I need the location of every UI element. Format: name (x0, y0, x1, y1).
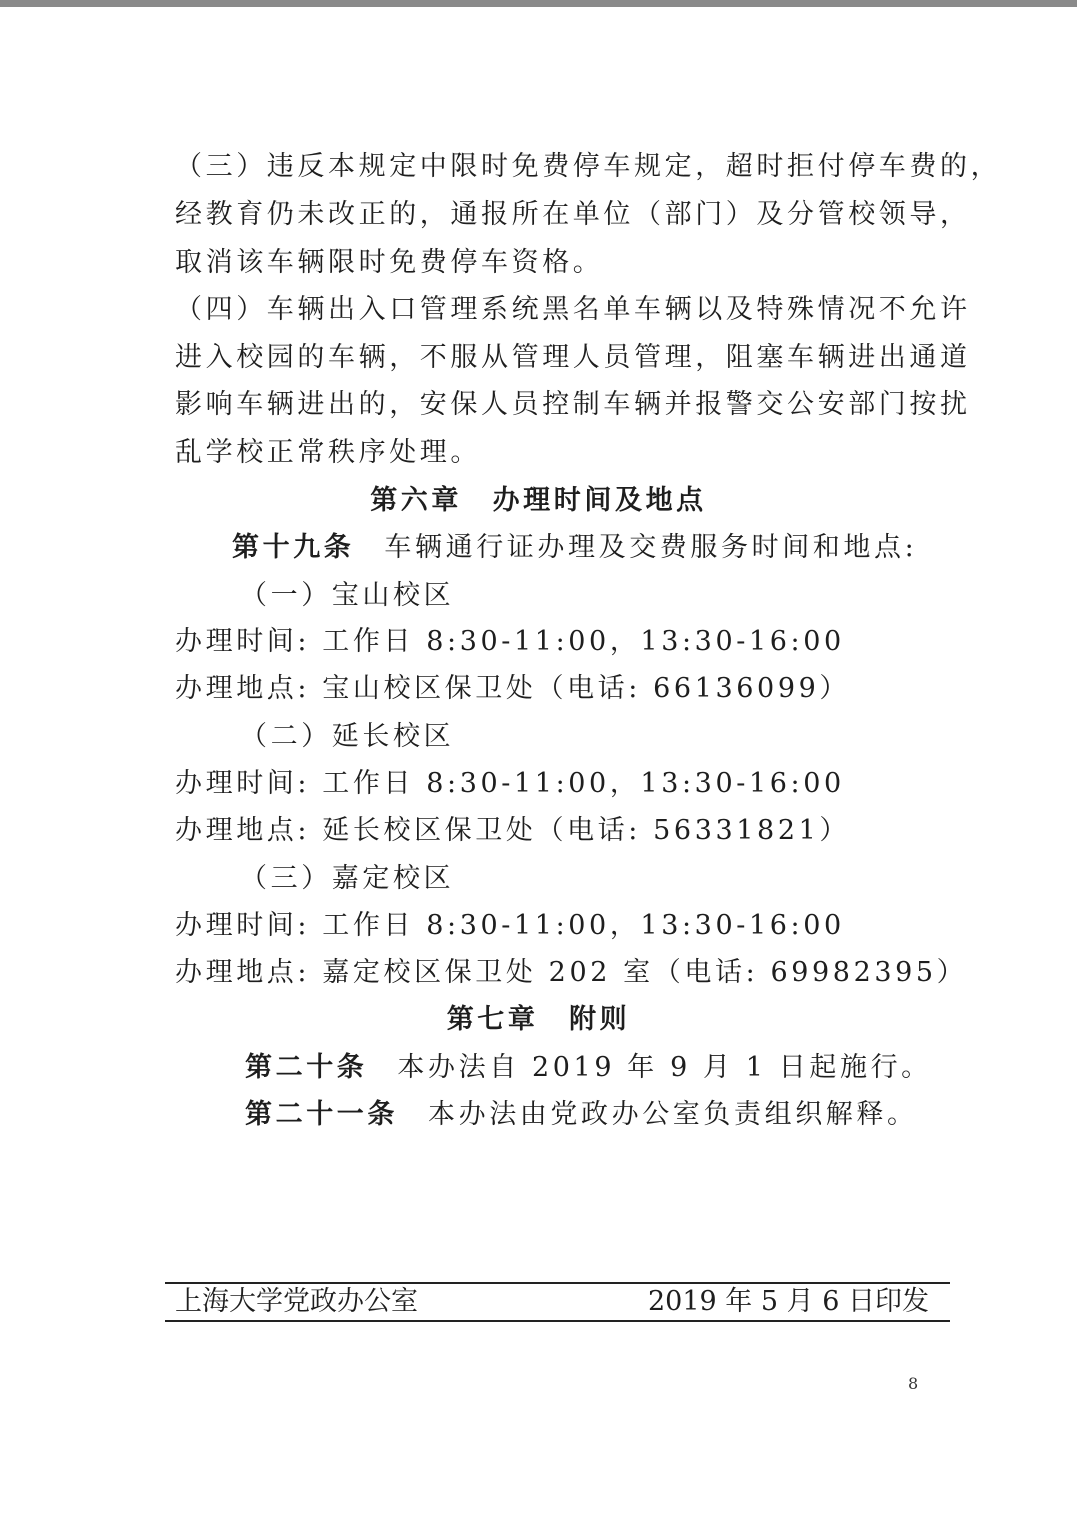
scan-top-border (0, 0, 1077, 7)
article19-label: 第十九条 (232, 532, 355, 563)
footer-issuer: 上海大学党政办公室 (175, 1286, 418, 1317)
campus2-location: 办理地点: 延长校区保卫处（电话: 56331821） (175, 815, 850, 846)
article19-text: 车辆通行证办理及交费服务时间和地点: (384, 532, 918, 563)
footer-date: 2019 年 5 月 6 日印发 (648, 1286, 929, 1317)
page-number: 8 (908, 1374, 919, 1393)
article19 (232, 528, 917, 568)
footer-bottom-rule (165, 1320, 950, 1322)
item4-line3: 影响车辆进出的，安保人员控制车辆并报警交公安部门按扰 (175, 389, 971, 420)
article20-text: 本办法自 2019 年 9 月 1 日起施行。 (397, 1052, 932, 1083)
item4-line2: 进入校园的车辆，不服从管理人员管理，阻塞车辆进出通道 (175, 342, 971, 373)
campus3-name: （三）嘉定校区 (240, 863, 455, 894)
chapter6-heading: 第六章 办理时间及地点 (370, 485, 707, 516)
campus1-name: （一）宝山校区 (240, 580, 455, 611)
article21 (245, 1095, 918, 1135)
campus3-hours: 办理时间: 工作日 8:30-11:00，13:30-16:00 (175, 910, 845, 941)
article20-label: 第二十条 (245, 1052, 368, 1083)
campus3-location: 办理地点: 嘉定校区保卫处 202 室（电话: 69982395） (175, 957, 968, 988)
campus2-hours: 办理时间: 工作日 8:30-11:00，13:30-16:00 (175, 768, 845, 799)
article21-text: 本办法由党政办公室负责组织解释。 (428, 1099, 918, 1130)
campus1-hours: 办理时间: 工作日 8:30-11:00，13:30-16:00 (175, 626, 845, 657)
article21-label: 第二十一条 (245, 1099, 398, 1130)
item4-line1: （四）车辆出入口管理系统黑名单车辆以及特殊情况不允许 (175, 294, 971, 325)
article20 (245, 1048, 932, 1088)
campus1-location: 办理地点: 宝山校区保卫处（电话: 66136099） (175, 673, 850, 704)
item3-line2: 经教育仍未改正的，通报所在单位（部门）及分管校领导， (175, 199, 971, 230)
item3-line1: （三）违反本规定中限时免费停车规定，超时拒付停车费的， (175, 151, 1002, 182)
campus2-name: （二）延长校区 (240, 721, 455, 752)
chapter7-heading: 第七章 附则 (446, 1004, 631, 1035)
item4-line4: 乱学校正常秩序处理。 (175, 437, 481, 468)
item3-line3: 取消该车辆限时免费停车资格。 (175, 247, 604, 278)
